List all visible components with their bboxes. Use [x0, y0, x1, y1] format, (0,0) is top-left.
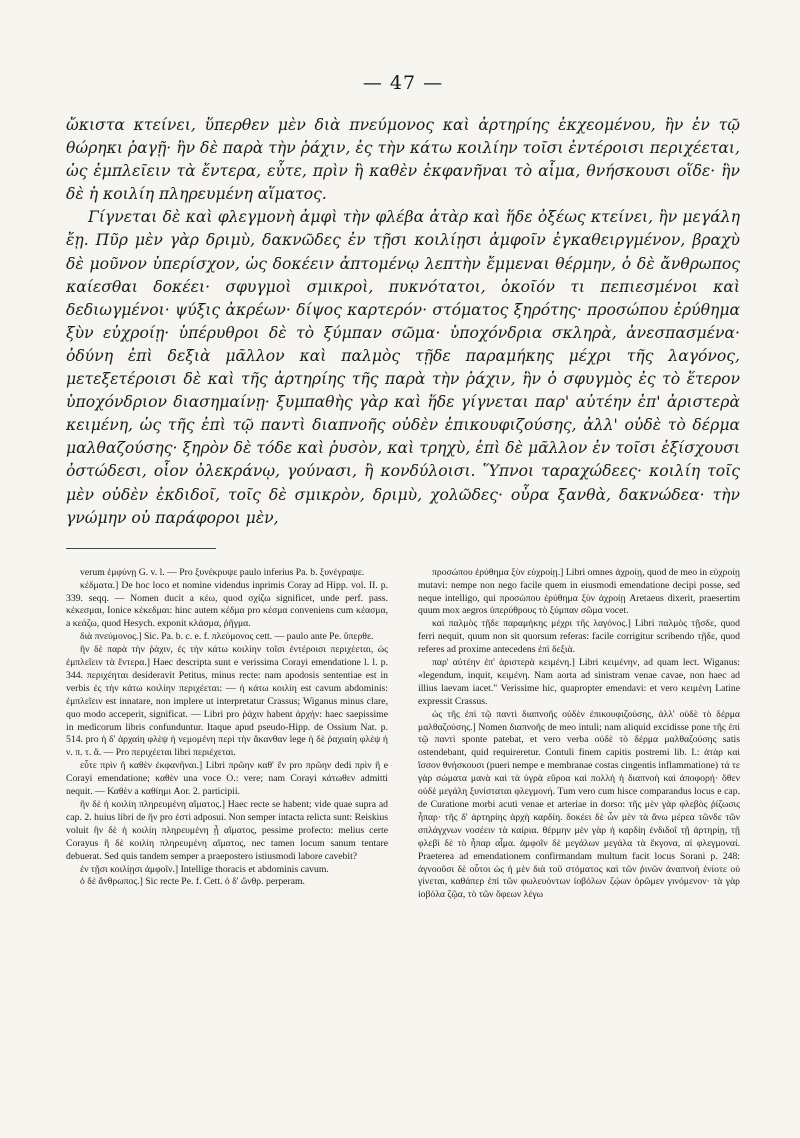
main-greek-text [66, 114, 740, 530]
footnote: ἢν δὲ ἡ κοιλίη πληρευμένη αἵματος.] Haec recte se habent; vide quae supra ad cap. 2. huius libri de ἢν pro ἐστὶ adposui. Non semper intacta relicta sunt: Reiskius voluit ἢν δὲ ἡ κοιλίη πληρευμένη ᾖ αἵματος, pessime profecto: melius certe Corayus ἢ δὲ κοιλίη πληρευμένη αἵματος, nec tamen locum sanum tentare debuerat. Sed quis tandem semper a praepostero istiusmodi labore cavebit? [66, 799, 388, 862]
footnote: ἐν τῇσι κοιλίῃσι ἀμφοῖν.] Intellige thoracis et abdominis cavum. [80, 863, 329, 875]
footnote: verum ἐμφύνῃ G. v. l. — Pro ξυνέκρυψε paulo inferius Pa. b. ξυνέγραψε. [80, 566, 365, 578]
footnote: κέδματα.] De hoc loco et nomine videndus inprimis Coray ad Hipp. vol. II. p. 339. seqq. — Nomen ducit a κέω, quod σχίζω significet, unde perf. pass. κέκεσμαι, Ionice κέκεδμαι: hinc autem κέδμα pro κέσμα conveniens cum κέασμα, a κεάζω, quod Hesych. exponit κλάσμα, ῥῆγμα. [66, 579, 388, 630]
footnote: ὁ δὲ ἄνθρωπος.] Sic recte Pe. f. Cett. ὁ δ' ὤνθρ. perperam. [80, 876, 305, 888]
footnote: εὖτε πρὶν ἢ καθὲν ἐκφανῆναι.] Libri πρῶην καθ' ἕν pro πρῶην dedi πρὶν ἢ e Corayi emendatione; καθὲν una voce O.: vere; nam Corayi κάτωθεν admitti nequit. — Καθὲν a καθίημι Aor. 2. participii. [66, 760, 388, 798]
footnotes [66, 567, 740, 903]
footnote: καὶ παλμὸς τῇδε παραμήκης μέχρι τῆς λαγόνος.] Libri παλμὸς τῇσδε, quod ferri nequit, quum non sit quorsum referas: facile corrigitur scribendo τῇδε, quod referes ad proxime antecedens ἐπὶ δεξιὰ. [418, 618, 740, 656]
main-paragraph: Γίγνεται δὲ καὶ φλεγμονὴ ἀμφὶ τὴν φλέβα ἀτὰρ καὶ ἥδε ὀξέως κτείνει, ἢν μεγάλη ἔῃ. Πῦρ μὲν γὰρ δριμὺ, δακνῶδες ἐν τῇσι κοιλίῃσι ἀμφοῖν ἐγκαθειργμένον, βραχὺ δὲ μοῦνον ὑπερίσχον, ὡς δοκέειν ἀπτομένῳ λεπτὴν ἔμμεναι θέρμην, ὁ δὲ ἄνθρωπος καίεσθαι δοκέει· σφυγμοὶ σμικροὶ, πυκνότατοι, ὁκοῖόν τι πεπιεσμένοι καὶ δεδιωγμένοι· ψύξις ἀκρέων· δίψος καρτερόν· στόματος ξηρότης· προσώπου ἐρύθημα ξὺν εὐχροίῃ· ὑπέρυθροι δὲ τὸ ξύμπαν σῶμα· ὑποχόνδρια σκληρὰ, ἀνεσπασμένα· ὀδύνη ἐπὶ δεξιὰ μᾶλλον καὶ παλμὸς τῇδε παραμήκης μέχρι τῆς λαγόνος, μετεξετέροισι δὲ καὶ τῆς ἀρτηρίης τῆς παρὰ τὴν ῥάχιν, ἢν ὁ σφυγμὸς ἐς τὸ ἕτερον ὑποχόνδριον διασημαίνῃ· ξυμπαθὴς γὰρ καὶ ἥδε γίγνεται παρ' αὐτέην ἐπ' ἀριστερὰ κειμένη, ὡς τῆς ἐπὶ τῷ παντὶ διαπνοῆς οὐδὲν ἐπικουφιζούσης, ἀλλ' οὐδὲ τὸ δέρμα μαλθαζούσης· ξηρὸν δὲ τόδε καὶ ῥυσὸν, καὶ τρηχὺ, ἐπὶ δὲ μᾶλλον ἐν τοῖσι ἐξίσχουσι ὀστώδεσι, οἷον ὀλεκράνῳ, γούνασι, ἢ κονδύλοισι. Ὕπνοι ταραχώδεες· κοιλίη τοῖς μὲν οὐδὲν ἐκδιδοῖ, τοῖς δὲ σμικρὸν, δριμὺ, χολῶδες· οὖρα ξανθὰ, δακνώδεα· τὴν γνώμην οὐ παράφοροι μὲν, [66, 208, 740, 527]
footnote: παρ' αὐτέην ἐπ' ἀριστερὰ κειμένη.] Libri κειμένην, ad quam lect. Wiganus: «legendum, inquit, κειμένη. Nam aorta ad sinistram venae cavae, non haec ad illius laevam iacet." Verissime hic, quapropter emendavi: et vero κειμένη Latine expressit Crassus. [418, 657, 740, 707]
footnotes-right-column [418, 567, 740, 903]
footnote: ὡς τῆς ἐπὶ τῷ παντὶ διαπνοῆς οὐδὲν ἐπικουφιζούσης, ἀλλ' οὐδὲ τὸ δέρμα μαλθαζούσης.] Nomen διαπνοῆς de meo intuli; nam aliquid excidisse pone τῆς ἐπὶ τῷ παντὶ sponte patebat, et vero verba οὐδὲ τὸ δέρμα μαλθαζούσης satis ostendebant, quid requireretur. Contuli finem capitis postremi lib. I.: ἀτὰρ καὶ ἴσσον θνήσκουσι (pueri nempe e membranae costas cingentis inflammatione) τά τε γὰρ σώματα μανὰ καὶ τὰ ὑγρὰ εὔροα καὶ πολλὴ ἡ διαπνοὴ καὶ ἀποφορή· ὅθεν οὐδὲ μεγάλη ξυνίσταται φλεγμονή. Tum vero cum hisce comparandus locus e cap. de Curatione morbi acuti venae et arteriae in dorso: τῆς μὲν γὰρ φλεβὸς ῥίζωσις ἧπαρ· τῆς δ' ἀρτηρίης ἀρχὴ καρδίη. δοκέει δὲ ὧν μὲν τὰ ἄνω μέρεα τῶνδε τῶν σπλάγχνων νοσέειν τὰ καίρια. θέρμην μὲν γὰρ ἡ καρδίη ἐνδιδοῖ τῇ ἀρτηρίῃ, τῇ φλεβὶ δὲ τὸ ἧπαρ αἷμα. ἀμφοῖν δὲ μεγάλων μεγάλα τὰ ἔκγονα, αἱ φλεγμοναί. Praeterea ad emendationem confirmandam multum facit locus Sorani p. 248: ἀγνοοῦσι δὲ οὗτοι ὡς ἡ μὲν διὰ τοῦ στόματος καὶ τῶν ῥινῶν ἀναπνοὴ ἐνίοτε οὐ γίνεται, καθάπερ ἐπὶ τῶν φωλευόντων ἰοβόλων ζῴων ὁρῶμεν γινόμενον· τὰ γὰρ ἰοβόλα ζῷα, τὸ τῶν ὄφεων λέγω [418, 708, 740, 901]
footnote: ἢν δὲ παρὰ τὴν ῥάχιν, ἐς τὴν κάτω κοιλίην τοῖσι ἐντέροισι περιχέεται, ὡς ἐμπλεῖειν τὰ ἔντερα.] Haec descripta sunt e verissima Corayi emendatione l. l. p. 344. περιχέηται desideravit Petitus, minus recte: nam apodosis sententiae est in verbis ἐς τὴν κάτω κοιλίην περιχέεται: — ἡ κάτω κοιλίη est cavum abdominis: ἐμπλεῖειν est innatare, non implere ut interpretatur Crassus; Wiganus minus clare, quo modo acceperit, significat. — Libri pro ῥάχιν habent ἀρχήν: haec saepissime in medicorum libris confunduntur. Itaque apud pseudo-Hipp. de Ossium Nat. p. 514. pro ἡ δ' ἀρχαίη φλὲψ ἡ νεμομένη περὶ τὴν ἄκανθαν lege ἡ δὲ ῥαχιαίη φλὲψ ἡ ν. π. τ. ἄ. — Pro περιχέεται libri περιέχεται. [66, 644, 388, 759]
footnote: διὰ πνεύμονος.] Sic. Pa. b. c. e. f. πλεύμονος cett. — paulo ante Pe. ὕπερθε. [80, 631, 374, 643]
main-paragraph: ὤκιστα κτείνει, ὕπερθεν μὲν διὰ πνεύμονος καὶ ἀρτηρίης ἐκχεομένου, ἢν ἐν τῷ θώρηκι ῥαγῇ· ἢν δὲ παρὰ τὴν ῥάχιν, ἐς τὴν κάτω κοιλίην τοῖσι ἐντέροισι περιχέεται, ὡς ἐμπλεῖειν τὰ ἔντερα, εὖτε, πρὶν ἢ καθὲν ἐκφανῆναι τὸ αἷμα, θνήσκουσι οἵδε· ἢν δὲ ἡ κοιλίη πληρευμένη αἵματος. [66, 116, 740, 204]
footnote: προσώπου ἐρύθημα ξὺν εὐχροίῃ.] Libri omnes ἀχροίῃ, quod de meo in εὐχροίῃ mutavi: nempe non nego facile quem in eiusmodi emendatione decipi posse, sed neque intelligo, qui προσώπου ἐρύθημα ξὺν ἀχροίῃ Aretaeus dixerit, praesertim quum mox aegros ὑπερύθρους τὸ ξύμπαν σῶμα vocet. [418, 566, 740, 617]
page-number: — 47 — [362, 72, 444, 94]
footnote-divider [66, 548, 216, 549]
footnotes-left-column [66, 567, 388, 903]
